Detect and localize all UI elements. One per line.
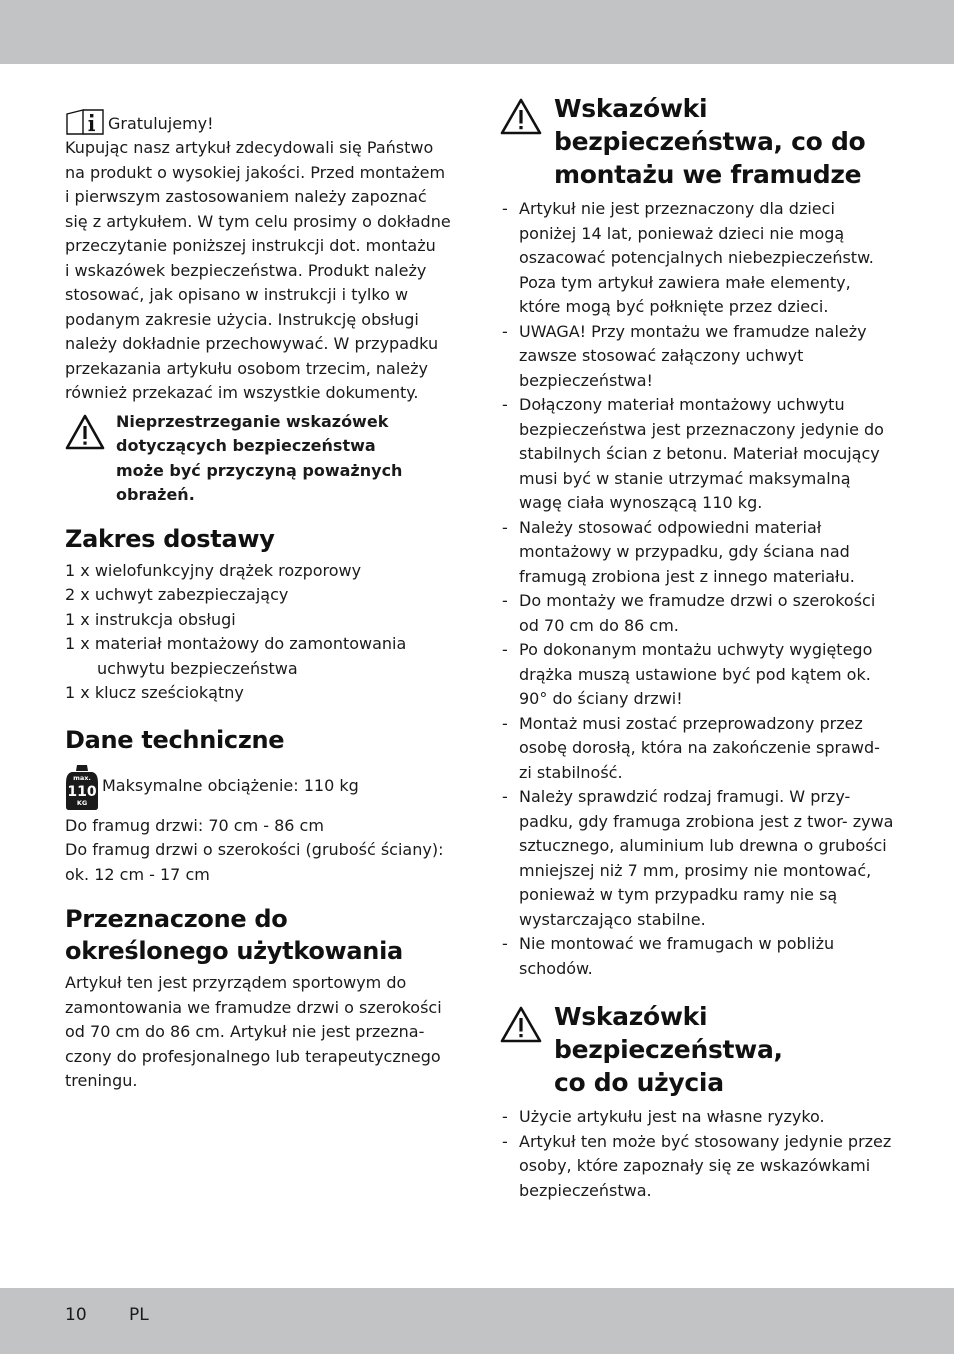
list-item: - UWAGA! Przy montażu we framudze należy zawsze stosować załączony uchwyt bezpieczeństwa! [500, 320, 895, 394]
intro-line: przeczytanie poniższej instrukcji dot. montażu [65, 236, 436, 255]
intended-line: treningu. [65, 1071, 138, 1090]
intended-paragraph [65, 971, 457, 1094]
header-band [0, 0, 954, 64]
list-item: - Artykuł nie jest przeznaczony dla dzieci poniżej 14 lat, ponieważ dzieci nie mogą oszacować potencjalnych niebezpieczeństw. Poza tym artykuł zawiera małe elementy, które mogą być połknięte przez dzieci. [500, 197, 895, 320]
left-column [65, 108, 457, 1094]
list-item: - Użycie artykułu jest na własne ryzyko. [500, 1105, 895, 1130]
intro-line: się z artykułem. W tym celu prosimy o dokładne [65, 211, 451, 231]
intro-line: na produkt o wysokiej jakości. Przed montażem [65, 162, 446, 182]
max-load-row [65, 760, 457, 814]
list-item: 1 x wielofunkcyjny drążek rozporowy [65, 560, 362, 580]
intended-heading [65, 903, 457, 967]
svg-text:110: 110 [67, 783, 97, 800]
warning-icon [500, 98, 542, 135]
safety-mount-title [554, 92, 865, 191]
delivery-list [65, 559, 457, 706]
language-code: PL [129, 1305, 149, 1325]
info-book-icon [65, 108, 105, 136]
warning-text [116, 410, 402, 508]
intro-line: przekazania artykułu osobom trzecim, należy [65, 358, 428, 378]
list-item: 2 x uchwyt zabezpieczający [65, 585, 289, 604]
intro-line: i wskazówek bezpieczeństwa. Produkt należy [65, 260, 427, 280]
warning-icon [500, 1006, 542, 1043]
safety-use-list [500, 1105, 895, 1203]
list-item: - Należy sprawdzić rodzaj framugi. W przy- padku, gdy framuga zrobiona jest z twor- zywa sztucznego, aluminium lub drewna o grubości mniejszej niż 7 mm, prosimy nie montować, ponieważ w tym przypadku ramy nie są wystarczająco stabilne. [500, 785, 895, 932]
intro-line: Kupując nasz artykuł zdecydowali się Państwo [65, 138, 434, 157]
list-item: - Należy stosować odpowiedni materiał montażowy w przypadku, gdy ściana nad framugą zrobiona jest z innego materiału. [500, 516, 895, 590]
svg-text:KG: KG [76, 798, 88, 807]
safety-mount-list [500, 197, 895, 981]
list-item: 1 x instrukcja obsługi [65, 609, 236, 629]
intro-heading [65, 108, 457, 136]
intro-line: należy dokładnie przechowywać. W przypadku [65, 334, 439, 353]
list-item: - Po dokonanym montażu uchwyty wygiętego drążka muszą ustawione być pod kątem ok. 90° do ściany drzwi! [500, 638, 895, 712]
warning-icon [65, 414, 105, 450]
warning-line: Nieprzestrzeganie wskazówek [116, 411, 389, 431]
list-item: - Do montaży we framudze drzwi o szerokości od 70 cm do 86 cm. [500, 589, 895, 638]
warning-line: obrażeń. [116, 485, 195, 504]
tech-line: ok. 12 cm - 17 cm [65, 864, 210, 884]
tech-heading: Dane techniczne [65, 725, 285, 754]
safety-mount-heading [500, 92, 895, 191]
safety-use-heading [500, 1000, 895, 1099]
page-number: 10 [65, 1305, 87, 1325]
intro-line: stosować, jak opisano w instrukcji i tylko w [65, 285, 409, 304]
title-line: montażu we framudze [554, 160, 862, 189]
intended-heading-line: określonego użytkowania [65, 937, 403, 965]
intended-line: Artykuł ten jest przyrządem sportowym do [65, 973, 407, 992]
warning-line: może być przyczyną poważnych [116, 460, 403, 480]
intro-line: również przekazać im wszystkie dokumenty. [65, 383, 419, 402]
intended-line: od 70 cm do 86 cm. Artykuł nie jest przezna- [65, 1022, 425, 1041]
list-item: 1 x materiał montażowy do zamontowania uchwytu bezpieczeństwa [65, 634, 407, 678]
max-load-text: Maksymalne obciążenie: 110 kg [102, 776, 359, 796]
intro-line: i pierwszym zastosowaniem należy zapoznać [65, 187, 427, 206]
tech-line: Do framug drzwi: 70 cm - 86 cm [65, 815, 324, 835]
title-line: bezpieczeństwa, co do [554, 127, 866, 156]
tech-details [65, 814, 457, 888]
delivery-heading: Zakres dostawy [65, 524, 275, 553]
greeting-text: Gratulujemy! [108, 113, 214, 133]
title-line: Wskazówki [554, 1002, 708, 1031]
right-column [500, 92, 895, 1203]
warning-box [65, 410, 457, 508]
title-line: co do użycia [554, 1068, 724, 1097]
list-item: 1 x klucz sześciokątny [65, 683, 244, 702]
warning-line: dotyczących bezpieczeństwa [116, 436, 376, 455]
max-weight-icon [65, 763, 99, 811]
intended-line: zamontowania we framudze drzwi o szerokości [65, 997, 442, 1017]
intro-paragraph [65, 136, 457, 406]
svg-text:max.: max. [73, 773, 91, 782]
title-line: bezpieczeństwa, [554, 1035, 783, 1064]
tech-line: Do framug drzwi o szerokości (grubość ściany): [65, 840, 444, 859]
list-item: - Dołączony materiał montażowy uchwytu bezpieczeństwa jest przeznaczony jedynie do stabilnych ścian z betonu. Materiał mocujący musi być w stanie utrzymać maksymalną wagę ciała wynoszącą 110 kg. [500, 393, 895, 516]
list-item: - Artykuł ten może być stosowany jedynie przez osoby, które zapoznały się ze wskazówkami bezpieczeństwa. [500, 1130, 895, 1204]
list-item: - Nie montować we framugach w pobliżu schodów. [500, 932, 895, 981]
intro-line: podanym zakresie użycia. Instrukcję obsługi [65, 309, 419, 329]
list-item: - Montaż musi zostać przeprowadzony przez osobę dorosłą, która na zakończenie sprawd- zi stabilność. [500, 712, 895, 786]
safety-use-title [554, 1000, 783, 1099]
intended-line: czony do profesjonalnego lub terapeutycznego [65, 1046, 441, 1066]
intended-heading-line: Przeznaczone do [65, 905, 288, 933]
title-line: Wskazówki [554, 94, 708, 123]
